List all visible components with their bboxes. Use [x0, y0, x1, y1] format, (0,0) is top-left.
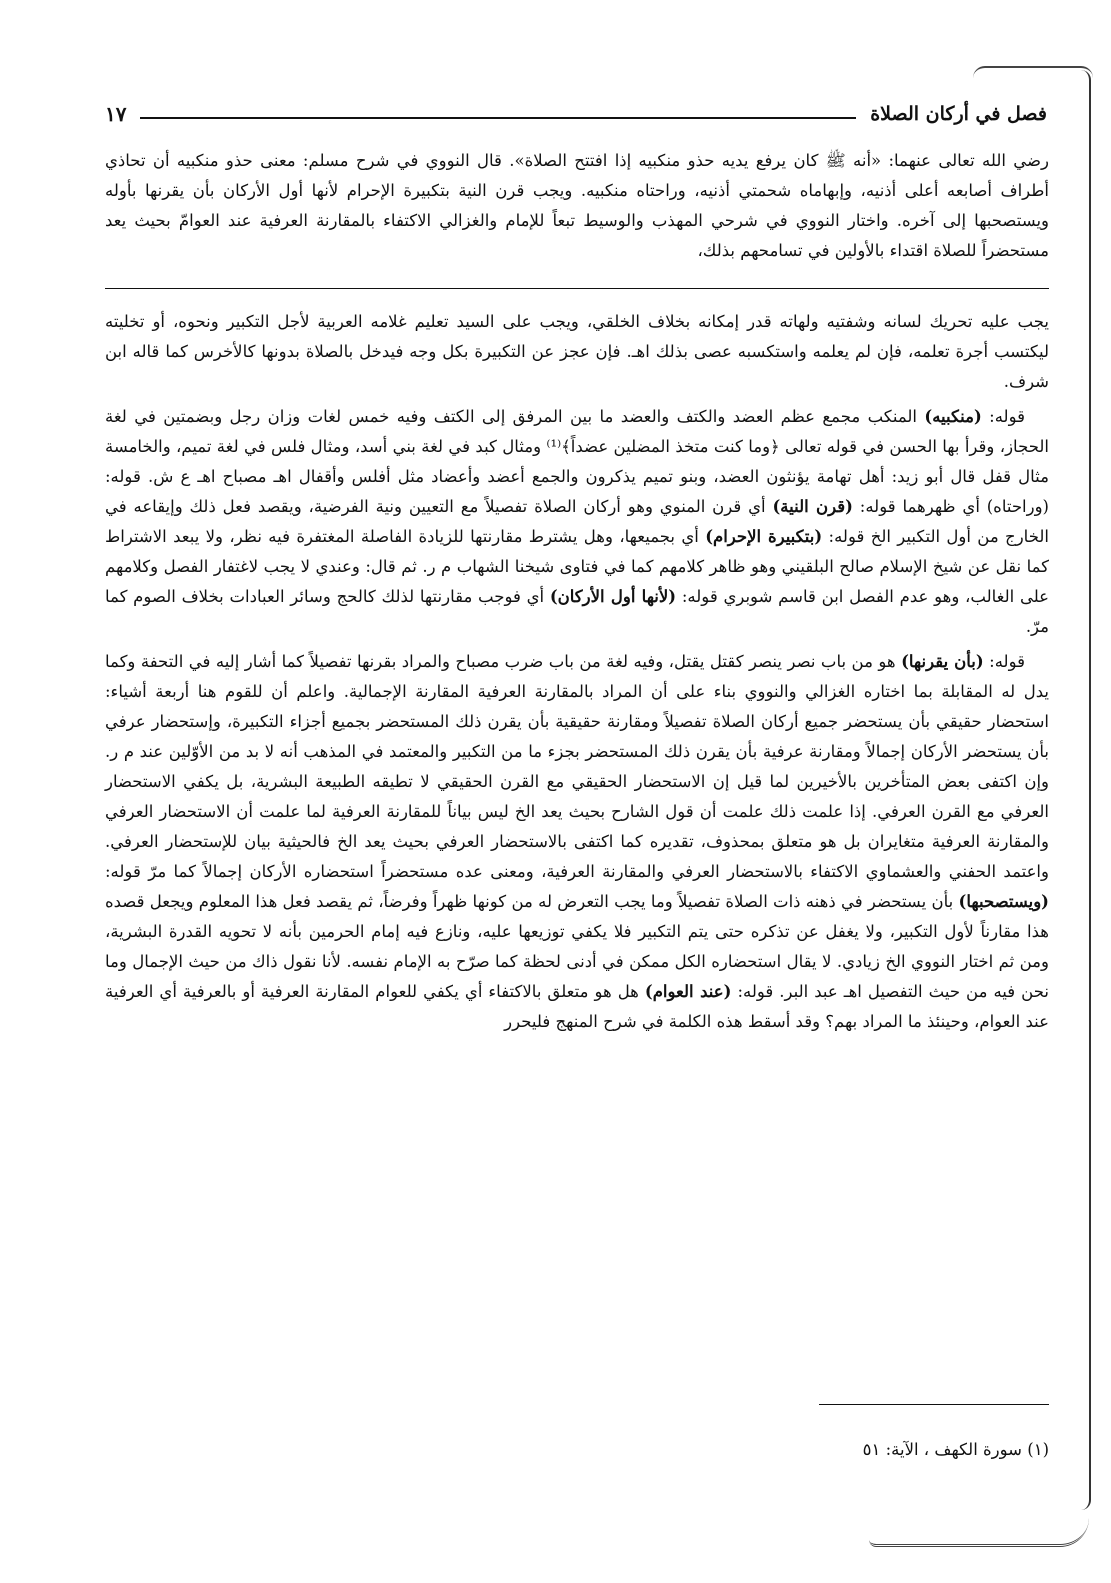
main-text-paragraph: رضي الله تعالى عنهما: «أنه ﷺ كان يرفع يديه حذو منكبيه إذا افتتح الصلاة». قال النووي في شرح مسلم: معنى حذو منكبيه أن تحاذي أطراف أصابعه أعلى أذنيه، وإبهاماه شحمتي أذنيه، وراحتاه منكبيه. ويجب قرن النية بتكبيرة الإحرام لأنها أول الأركان بأن يقرنها بأوله ويستصحبها إلى آخره. واختار النووي في شرحي المهذب والوسيط تبعاً للإمام والغزالي الاكتفاء بالمقارنة العرفية عند العوامّ بحيث يعد مستحضراً للصلاة اقتداء بالأولين في تسامحهم بذلك، [105, 151, 1049, 260]
gloss-label: قوله: [981, 407, 1025, 426]
gloss-term: (منكبيه) [924, 407, 982, 426]
gloss-term: (قرن النية) [772, 497, 853, 516]
gloss-text: أي بجميعها، وهل يشترط مقارنتها للزيادة الفاصلة المغتفرة فيه نظر، ولا يبعد الاشتراط كما نقل عن شيخ الإسلام صالح البلقيني وهو ظاهر كلامهم كما في فتاوى شيخنا الشهاب م ر. ثم قال: وعندي لا يجب لاغتفار الفصل وكلامهم على الغالب، وهو عدم الفصل ابن قاسم شوبري قوله: [105, 527, 1050, 606]
gloss-term: (عند العوام) [644, 982, 732, 1001]
page-body [105, 146, 1049, 1037]
header-rule [140, 117, 856, 119]
gloss-text: هل هو متعلق بالاكتفاء أي يكفي للعوام المقارنة العرفية أو بالعرفية أي العرفية عند العوام، وحينئذ ما المراد بهم؟ وقد أسقط هذه الكلمة في شرح المنهج فليحرر [105, 982, 1049, 1031]
gloss-term: (لأنها أول الأركان) [549, 587, 677, 606]
gloss-term: (بتكبيرة الإحرام) [705, 527, 823, 546]
section-divider [105, 288, 1049, 289]
footnote-rule [819, 1404, 1049, 1405]
page-frame-right-border [1071, 70, 1091, 1510]
page-frame-bottom-ornament [869, 1518, 1089, 1547]
gloss-term: (بأن يقرنها) [901, 652, 984, 671]
gloss-text: أي قرن المنوي وهو أركان الصلاة تفصيلاً مع التعيين ونية الفرضية، ويقصد فعل ذلك وإيقاعه في الخارج من أول التكبير الخ قوله: [105, 497, 1049, 546]
commentary-paragraph-1: يجب عليه تحريك لسانه وشفتيه ولهاته قدر إمكانه بخلاف الخلقي، ويجب على السيد تعليم غلامه العربية لأجل التكبير ونحوه، أو تخليته ليكتسب أجرة تعلمه، فإن لم يعلمه واستكسبه عصى بذلك اهـ. فإن عجز عن التكبيرة بكل وجه فيدخل بالصلاة بدونها كالأخرس كما قاله ابن شرف. [105, 312, 1049, 391]
gloss-text: بأن يستحضر في ذهنه ذات الصلاة تفصيلاً وما يجب التعرض له من كونها ظهراً وفرضاً، ثم يقصد فعل هذا المعلوم ويجعل قصده هذا مقارناً لأول التكبير، ولا يغفل عن تذكره حتى يتم التكبير فلا يكفي توزيعها عليه، ونازع فيه إمام الحرمين بأنه لا تحويه القدرة البشرية، ومن ثم اختار النووي الخ زيادي. لا يقال استحضاره الكل ممكن في أدنى لحظة كما صرّح به الإمام نفسه. لأنا نقول ذاك من حيث الإجمال وما نحن فيه من حيث التفصيل اهـ عبد البر. قوله: [105, 892, 1049, 1001]
gloss-text: المنكب مجمع عظم العضد والكتف والعضد ما بين المرفق إلى الكتف وفيه خمس لغات وزان رجل وبضمتين في لغة الحجاز، وقرأ بها الحسن في قوله تعالى ﴿وما كنت متخذ المضلين عضداً﴾⁽¹⁾ ومثال كبد في لغة بني أسد، ومثال فلس في لغة تميم، والخامسة مثال قفل قال أبو زيد: أهل تهامة يؤنثون العضد، وبنو تميم يذكرون والجمع أعضد وأعضاد مثل أفلس وأقفال اهـ مصباح اهـ ع ش. قوله: (وراحتاه) أي ظهرهما قوله: [105, 407, 1049, 516]
gloss-text: أي فوجب مقارنتها لذلك كالحج وسائر العبادات بخلاف الصوم كما مرّ. [105, 587, 1049, 636]
running-header [105, 96, 1047, 132]
gloss-term: (ويستصحبها) [958, 892, 1049, 911]
commentary-paragraph-3 [105, 647, 1049, 1037]
gloss-label: قوله: [983, 652, 1025, 671]
footnote: (١) سورة الكهف ، الآية: ٥١ [862, 1440, 1049, 1459]
chapter-title: فصل في أركان الصلاة [870, 103, 1047, 125]
gloss-text: هو من باب نصر ينصر كقتل يقتل، وفيه لغة من باب ضرب مصباح والمراد بقرنها تفصيلاً كما أشار إليه في التحفة وكما يدل له المقابلة بما اختاره الغزالي والنووي بناء على أن المراد بالمقارنة العرفية المقارنة الإجمالية. واعلم أن للقوم هنا أربعة أشياء: استحضار حقيقي بأن يستحضر جميع أركان الصلاة تفصيلاً ومقارنة حقيقية بأن يقرن ذلك المستحضر بجميع أجزاء التكبيرة، وإستحضار عرفي بأن يستحضر الأركان إجمالاً ومقارنة عرفية بأن يقرن ذلك المستحضر بجزء ما من التكبير والمعتمد في المذهب أنه لا بد من الأوّلين عند م ر. وإن اكتفى بعض المتأخرين بالأخيرين لما قيل إن الاستحضار الحقيقي مع القرن الحقيقي لا تطيقه الطبيعة البشرية، بل يكفي الاستحضار العرفي مع القرن العرفي. إذا علمت ذلك علمت أن قول الشارح بحيث يعد الخ ليس بياناً للمقارنة العرفية لما علمت أن الاستحضار العرفي والمقارنة العرفية متغايران بل هو متعلق بمحذوف، تقديره كما اكتفى بالاستحضار العرفي بحيث يعد الخ فالحيثية بيان للإستحضار العرفي. واعتمد الحفني والعشماوي الاكتفاء بالاستحضار العرفي والمقارنة العرفية، ومعنى عده مستحضراً استحضاره الأركان إجمالاً كما مرّ قوله: [105, 652, 1049, 881]
page-number: ١٧ [105, 102, 127, 126]
footnote-area [105, 1404, 1049, 1465]
commentary-paragraph-2 [105, 402, 1049, 642]
